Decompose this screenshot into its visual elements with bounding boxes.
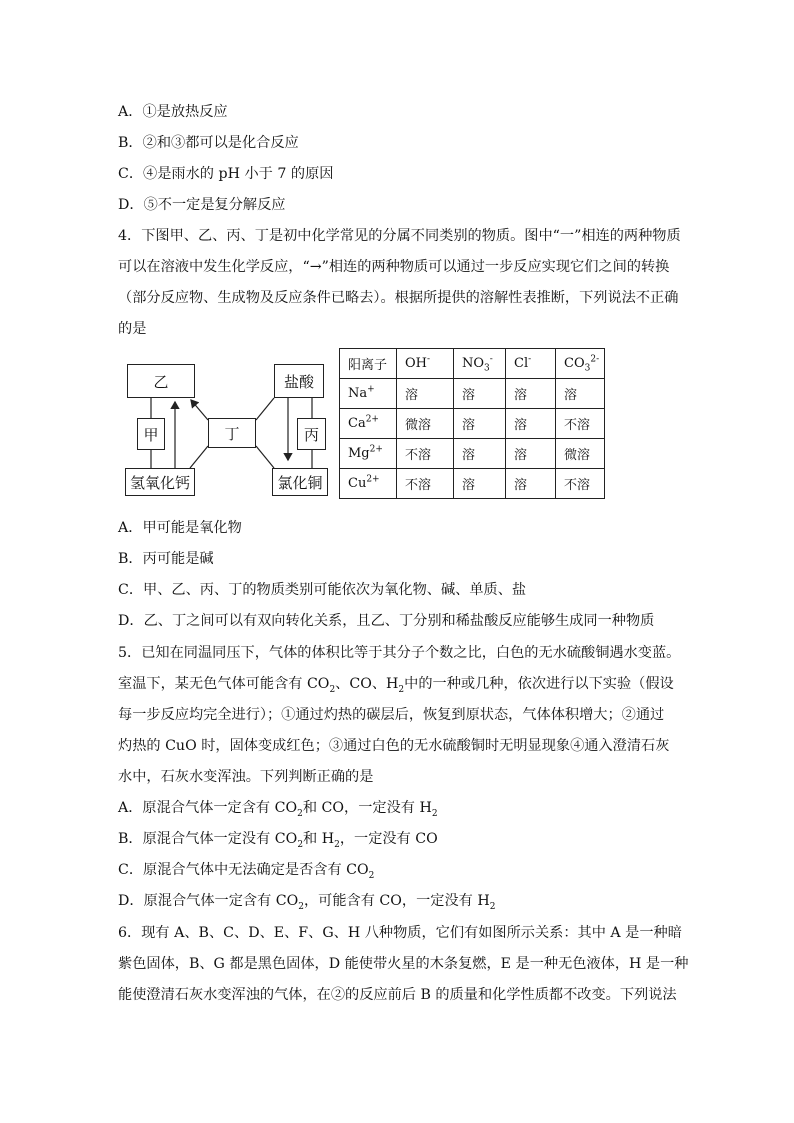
q5-stem-line5: 水中，石灰水变浑浊。下列判断正确的是	[118, 769, 374, 785]
q5-option-c: C．原混合气体中无法确定是否含有 $CO_2$	[118, 862, 375, 881]
row-ion: Na+	[340, 379, 397, 409]
solubility-table	[339, 348, 605, 499]
table-cell: 溶	[397, 379, 454, 409]
table-cell: 不溶	[397, 439, 454, 469]
node-ding: 丁	[208, 418, 256, 448]
table-cell: 溶	[454, 379, 506, 409]
q5-option-b: B．原混合气体一定没有 $CO_2$和 $H_2$，一定没有 CO	[118, 831, 438, 850]
prev-option-d: D．⑤不一定是复分解反应	[118, 197, 286, 213]
table-row	[340, 379, 605, 409]
row-ion: $Cu^{2+}$	[340, 469, 397, 499]
q4-stem-line2: 可以在溶液中发生化学反应，“→”相连的两种物质可以通过一步反应实现它们之间的转换	[118, 259, 670, 275]
node-yansuan: 盐酸	[274, 364, 324, 398]
table-cell: 不溶	[397, 469, 454, 499]
node-jia: 甲	[137, 418, 165, 450]
header-cl: Cl-	[506, 349, 556, 379]
table-cell: 溶	[506, 379, 556, 409]
table-cell: 溶	[454, 439, 506, 469]
q5-option-d: D．原混合气体一定含有 $CO_2$，可能含有 CO，一定没有 $H_2$	[118, 893, 496, 912]
q5-stem-line2: 室温下，某无色气体可能含有 $CO_2$、CO、$H_2$中的一种或几种，依次进行以下实验（假设	[118, 676, 674, 695]
q4-option-d: D．乙、丁之间可以有双向转化关系，且乙、丁分别和稀盐酸反应能够生成同一种物质	[118, 613, 655, 629]
header-cation: 阳离子	[340, 349, 397, 379]
table-cell: 溶	[506, 439, 556, 469]
table-cell: 不溶	[556, 409, 605, 439]
prev-option-c: C．④是雨水的 pH 小于 7 的原因	[118, 166, 334, 182]
node-yi: 乙	[127, 364, 195, 398]
table-row	[340, 439, 605, 469]
q6-stem-line1: 6．现有 A、B、C、D、E、F、G、H 八种物质，它们有如图所示关系：其中 A 是一种暗	[118, 925, 682, 941]
prev-option-a: A．①是放热反应	[118, 104, 228, 120]
q4-option-b: B．丙可能是碱	[118, 551, 214, 567]
table-cell: 溶	[506, 469, 556, 499]
q6-stem-line3: 能使澄清石灰水变浑浊的气体，在②的反应前后 B 的质量和化学性质都不改变。下列说法	[118, 987, 677, 1003]
table-row	[340, 469, 605, 499]
node-qingyanghuagai: 氢氧化钙	[125, 468, 195, 496]
table-row	[340, 409, 605, 439]
node-bing: 丙	[297, 418, 326, 450]
table-cell: 溶	[506, 409, 556, 439]
q4-stem-line3: （部分反应物、生成物及反应条件已略去）。根据所提供的溶解性表推断，下列说法不正确	[118, 290, 679, 306]
node-lvhuatong: 氯化铜	[272, 468, 328, 496]
row-ion: $Mg^{2+}$	[340, 439, 397, 469]
q4-option-c: C．甲、乙、丙、丁的物质类别可能依次为氧化物、碱、单质、盐	[118, 582, 527, 598]
header-no3: $NO_3^-$	[454, 349, 506, 379]
table-cell: 溶	[556, 379, 605, 409]
table-cell: 不溶	[556, 469, 605, 499]
header-co3: $CO_3^{2-}$	[556, 349, 605, 379]
q5-option-a: A．原混合气体一定含有 $CO_2$和 CO，一定没有 $H_2$	[118, 800, 438, 819]
q5-stem-line3: 每一步反应均完全进行）；①通过灼热的碳层后，恢复到原状态，气体体积增大；②通过	[118, 707, 665, 723]
prev-option-b: B．②和③都可以是化合反应	[118, 135, 299, 151]
q6-stem-line2: 紫色固体，B、G 都是黑色固体，D 能使带火星的木条复燃，E 是一种无色液体，H 是一种	[118, 956, 689, 972]
q4-option-a: A．甲可能是氧化物	[118, 520, 242, 536]
q4-stem-line1: 4．下图甲、乙、丙、丁是初中化学常见的分属不同类别的物质。图中“一”相连的两种物质	[118, 228, 681, 244]
table-header-row	[340, 349, 605, 379]
table-cell: 微溶	[556, 439, 605, 469]
table-cell: 溶	[454, 469, 506, 499]
table-cell: 溶	[454, 409, 506, 439]
header-oh: OH-	[397, 349, 454, 379]
row-ion: $Ca^{2+}$	[340, 409, 397, 439]
q5-stem-line1: 5．已知在同温同压下，气体的体积比等于其分子个数之比，白色的无水硫酸铜遇水变蓝。	[118, 645, 681, 661]
q5-stem-line4: 灼热的 CuO 时，固体变成红色；③通过白色的无水硫酸铜时无明显现象④通入澄清石灰	[118, 738, 670, 754]
table-cell: 微溶	[397, 409, 454, 439]
q4-stem-line4: 的是	[118, 321, 147, 337]
